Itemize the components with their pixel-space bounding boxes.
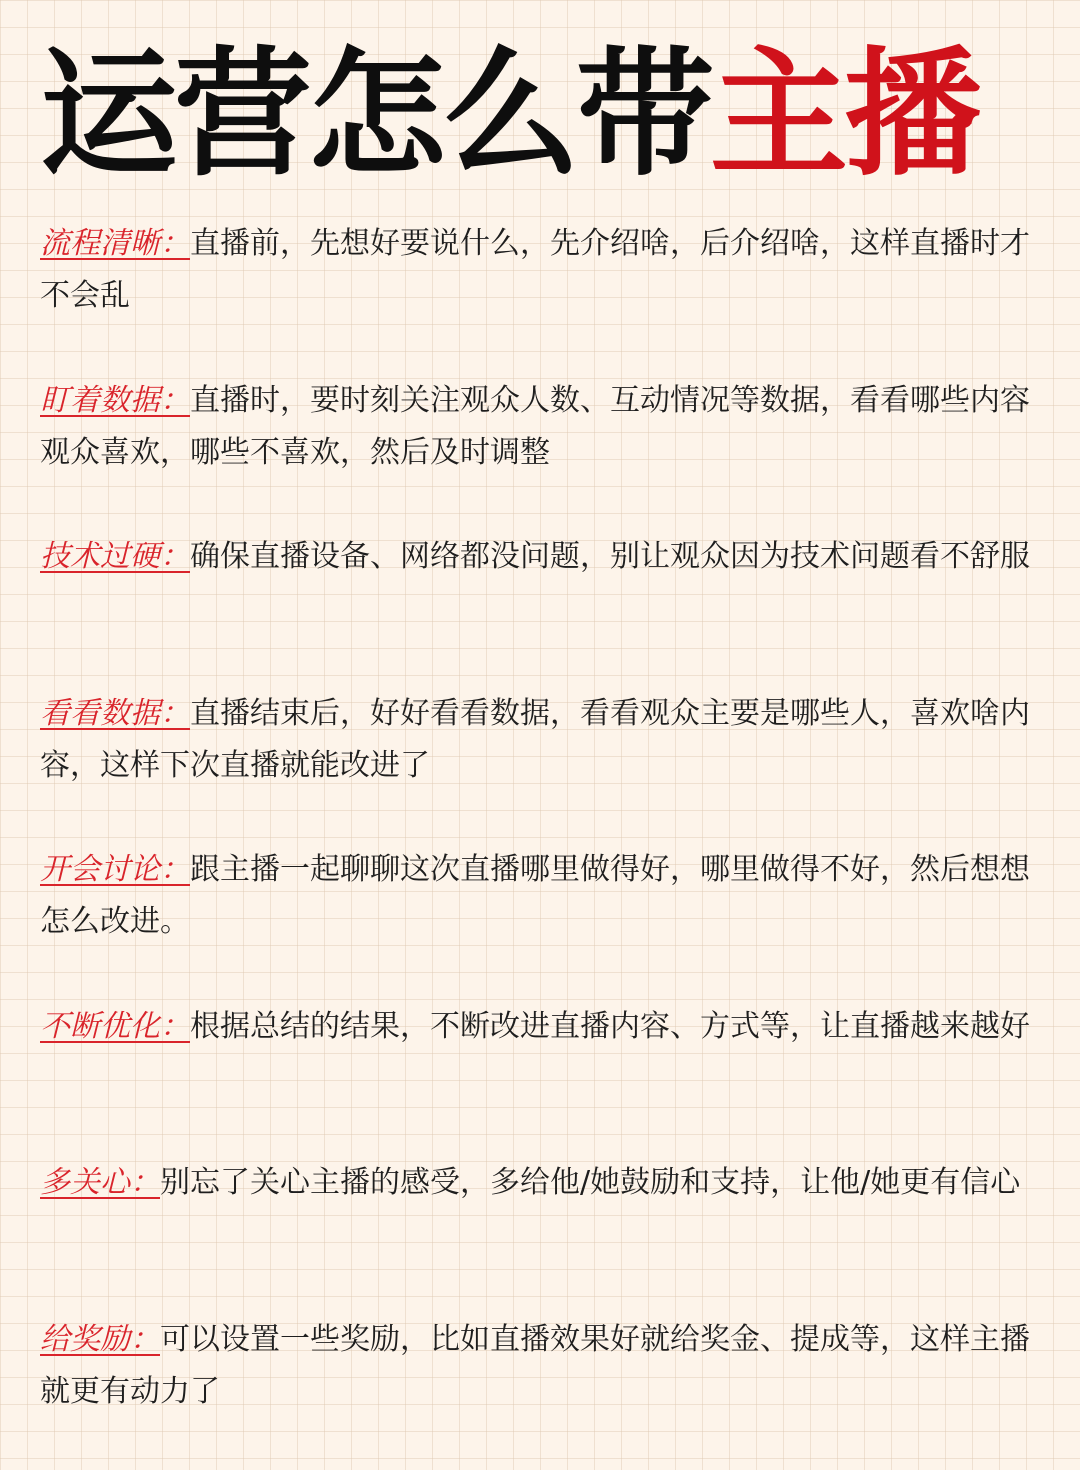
list-item — [40, 1314, 1030, 1418]
tips-list — [40, 218, 1030, 1470]
list-item — [40, 688, 1030, 792]
title-main: 运营怎么带 — [40, 34, 711, 195]
item-label: 看看数据： — [40, 695, 190, 731]
list-item — [40, 844, 1030, 948]
item-label: 盯着数据： — [40, 382, 190, 418]
item-label: 多关心： — [40, 1165, 160, 1200]
list-item — [40, 531, 1030, 635]
item-text: 别忘了关心主播的感受，多给他/她鼓励和支持，让他/她更有信心 — [160, 1165, 1021, 1200]
page-title — [40, 34, 1040, 195]
list-item — [40, 218, 1030, 322]
item-label: 流程清晰： — [40, 226, 190, 261]
list-item — [40, 375, 1030, 479]
item-text: 根据总结的结果，不断改进直播内容、方式等，让直播越来越好 — [190, 1008, 1030, 1044]
item-text: 直播时，要时刻关注观众人数、互动情况等数据，看看哪些内容观众喜欢，哪些不喜欢，然后及时调整 — [40, 382, 1030, 470]
item-text: 直播前，先想好要说什么，先介绍啥，后介绍啥，这样直播时才不会乱 — [40, 226, 1030, 313]
item-text: 可以设置一些奖励，比如直播效果好就给奖金、提成等，这样主播就更有动力了 — [40, 1321, 1030, 1409]
item-label: 给奖励： — [40, 1321, 160, 1357]
title-accent: 主播 — [710, 34, 979, 195]
item-text: 跟主播一起聊聊这次直播哪里做得好，哪里做得不好，然后想想怎么改进。 — [40, 852, 1030, 939]
item-text: 直播结束后，好好看看数据，看看观众主要是哪些人，喜欢啥内容，这样下次直播就能改进了 — [40, 695, 1030, 783]
item-text: 确保直播设备、网络都没问题，别让观众因为技术问题看不舒服 — [190, 539, 1030, 574]
list-item — [40, 1001, 1030, 1105]
list-item — [40, 1157, 1030, 1261]
item-label: 开会讨论： — [40, 852, 190, 887]
item-label: 不断优化： — [40, 1008, 190, 1044]
item-label: 技术过硬： — [40, 539, 190, 574]
